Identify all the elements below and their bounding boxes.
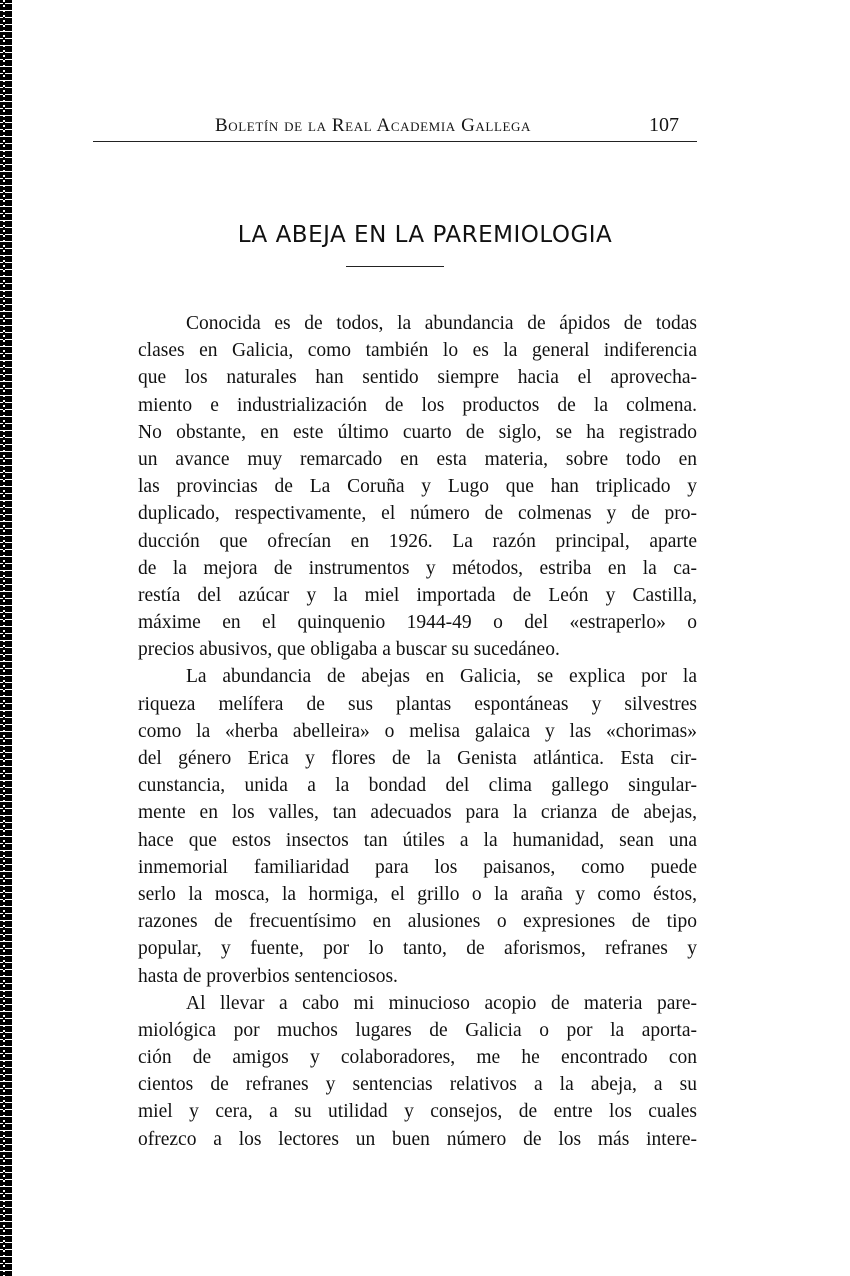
article-title: LA ABEJA EN LA PAREMIOLOGIA (237, 222, 613, 248)
text-line: cunstancia, unida a la bondad del clima gallego singular- (138, 775, 697, 797)
text-line: restía del azúcar y la miel importada de León y Castilla, (138, 584, 697, 606)
running-head (93, 112, 697, 142)
journal-title: Boletín de la Real Academia Gallega (215, 115, 531, 136)
text-line: Conocida es de todos, la abundancia de ápidos de todas (186, 313, 697, 334)
paragraph-3 (90, 990, 697, 1153)
text-line: ción de amigos y colaboradores, me he encontrado con (138, 1047, 697, 1069)
text-line: clases en Galicia, como también lo es la general indiferencia (138, 340, 697, 362)
text-line: que los naturales han sentido siempre hacia el aprovecha- (138, 367, 697, 389)
text-line: precios abusivos, que obligaba a buscar su sucedáneo. (138, 639, 560, 661)
text-line: No obstante, en este último cuarto de siglo, se ha registrado (138, 421, 697, 443)
text-line: ducción que ofrecían en 1926. La razón principal, aparte (138, 530, 697, 552)
text-line: La abundancia de abejas en Galicia, se explica por la (186, 666, 697, 688)
text-line: hace que estos insectos tan útiles a la humanidad, sean una (138, 829, 697, 851)
text-line: hasta de proverbios sentenciosos. (138, 965, 398, 987)
scan-binding-edge (0, 0, 12, 1276)
text-line: ofrezco a los lectores un buen número de los más intere- (138, 1128, 697, 1150)
text-line: como la «herba abelleira» o melisa galaica y las «chorimas» (138, 720, 697, 742)
text-line: popular, y fuente, por lo tanto, de aforismos, refranes y (138, 938, 697, 960)
header-rule (93, 141, 697, 142)
text-line: serlo la mosca, la hormiga, el grillo o la araña y como éstos, (138, 883, 697, 905)
paragraph-2 (90, 663, 697, 989)
text-line: miel y cera, a su utilidad y consejos, de entre los cuales (138, 1101, 697, 1123)
text-line: cientos de refranes y sentencias relativos a la abeja, a su (138, 1074, 697, 1096)
text-line: inmemorial familiaridad para los paisanos, como puede (138, 856, 697, 878)
article-body (90, 310, 697, 1153)
title-rule (346, 266, 444, 267)
text-line: máxime en el quinquenio 1944-49 o del «estraperlo» o (138, 612, 697, 634)
text-line: mente en los valles, tan adecuados para la crianza de abejas, (138, 802, 697, 824)
text-line: Al llevar a cabo mi minucioso acopio de materia pare- (186, 992, 697, 1014)
paragraph-1 (90, 310, 697, 663)
text-line: duplicado, respectivamente, el número de colmenas y de pro- (138, 503, 697, 525)
text-line: riqueza melífera de sus plantas espontáneas y silvestres (138, 693, 697, 715)
text-line: razones de frecuentísimo en alusiones o expresiones de tipo (138, 911, 697, 933)
text-line: miento e industrialización de los productos de la colmena. (138, 394, 697, 416)
text-line: del género Erica y flores de la Genista atlántica. Esta cir- (138, 748, 697, 769)
text-line: las provincias de La Coruña y Lugo que han triplicado y (138, 476, 697, 498)
text-line: un avance muy remarcado en esta materia, sobre todo en (138, 448, 697, 470)
text-line: de la mejora de instrumentos y métodos, estriba en la ca- (138, 557, 697, 579)
page-number: 107 (649, 114, 679, 136)
text-line: miológica por muchos lugares de Galicia o por la aporta- (138, 1019, 697, 1041)
